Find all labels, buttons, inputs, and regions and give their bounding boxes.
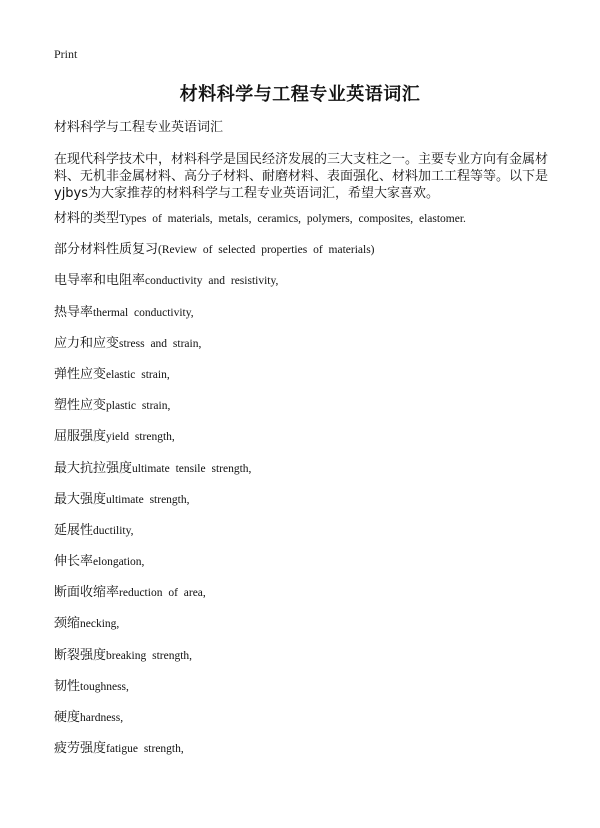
term-english: plastic strain, [106,400,171,413]
term-line [54,272,554,290]
term-english: yield strength, [106,431,175,444]
term-line [54,460,554,478]
print-link[interactable]: Print [54,47,78,61]
term-chinese: 断裂强度 [54,647,107,663]
term-chinese: 硬度 [54,710,81,725]
term-line [54,584,554,602]
document-body [54,119,554,771]
term-chinese: 屈服强度 [54,429,107,445]
term-english: conductivity and resistivity, [145,275,279,288]
term-line [54,210,554,228]
document-title: 材料科学与工程专业英语词汇 [179,84,421,105]
term-english: ultimate strength, [106,493,190,506]
term-chinese: 热导率 [54,304,94,320]
term-line [54,428,554,446]
term-chinese: 塑性应变 [54,398,107,414]
term-english: (Review of selected properties of materials) [158,244,375,257]
term-line [54,304,554,322]
term-chinese: 延展性 [54,522,94,538]
term-chinese: 疲劳强度 [54,741,107,757]
term-line [54,366,554,384]
term-chinese: 断面收缩率 [54,585,120,601]
term-line [54,335,554,353]
term-english: stress and strain, [119,337,202,350]
term-english: toughness, [80,680,129,693]
term-chinese: 电导率和电阻率 [54,273,146,289]
term-line [54,678,554,696]
term-chinese: 颈缩 [54,616,81,632]
term-chinese: 材料的类型 [54,211,120,226]
term-english: elastic strain, [106,368,170,381]
term-english: fatigue strength, [106,743,184,756]
term-english: elongation, [93,556,145,569]
term-line [54,397,554,415]
term-line [54,615,554,633]
term-chinese: 应力和应变 [54,335,120,351]
document-subtitle: 材料科学与工程专业英语词汇 [54,120,224,135]
term-line [54,522,554,540]
term-line [54,647,554,665]
term-english: thermal conductivity, [93,306,194,319]
term-english: Types of materials, metals, ceramics, polymers, composites, elastomer. [119,213,466,225]
term-line [54,491,554,509]
term-english: necking, [80,618,120,631]
term-english: ductility, [93,524,134,537]
term-line [54,241,554,259]
term-english: ultimate tensile strength, [132,462,252,475]
term-line [54,709,554,727]
term-chinese: 最大强度 [54,491,107,507]
term-chinese: 部分材料性质复习 [54,242,159,258]
term-english: reduction of area, [119,587,206,600]
term-line [54,553,554,571]
term-english: breaking strength, [106,649,193,662]
term-english: hardness, [80,712,124,724]
term-chinese: 弹性应变 [54,366,107,382]
term-chinese: 伸长率 [54,554,94,570]
term-line [54,740,554,758]
term-chinese: 韧性 [54,678,81,694]
term-chinese: 最大抗拉强度 [54,460,133,476]
intro-paragraph: 在现代科学技术中，材料科学是国民经济发展的三大支柱之一。主要专业方向有金属材料、无机非金属材料、高分子材料、耐磨材料、表面强化、材料加工工程等等。以下是yjbys为大家推荐的材料科学与工程专业英语词汇，希望大家喜欢。 [54,152,549,201]
